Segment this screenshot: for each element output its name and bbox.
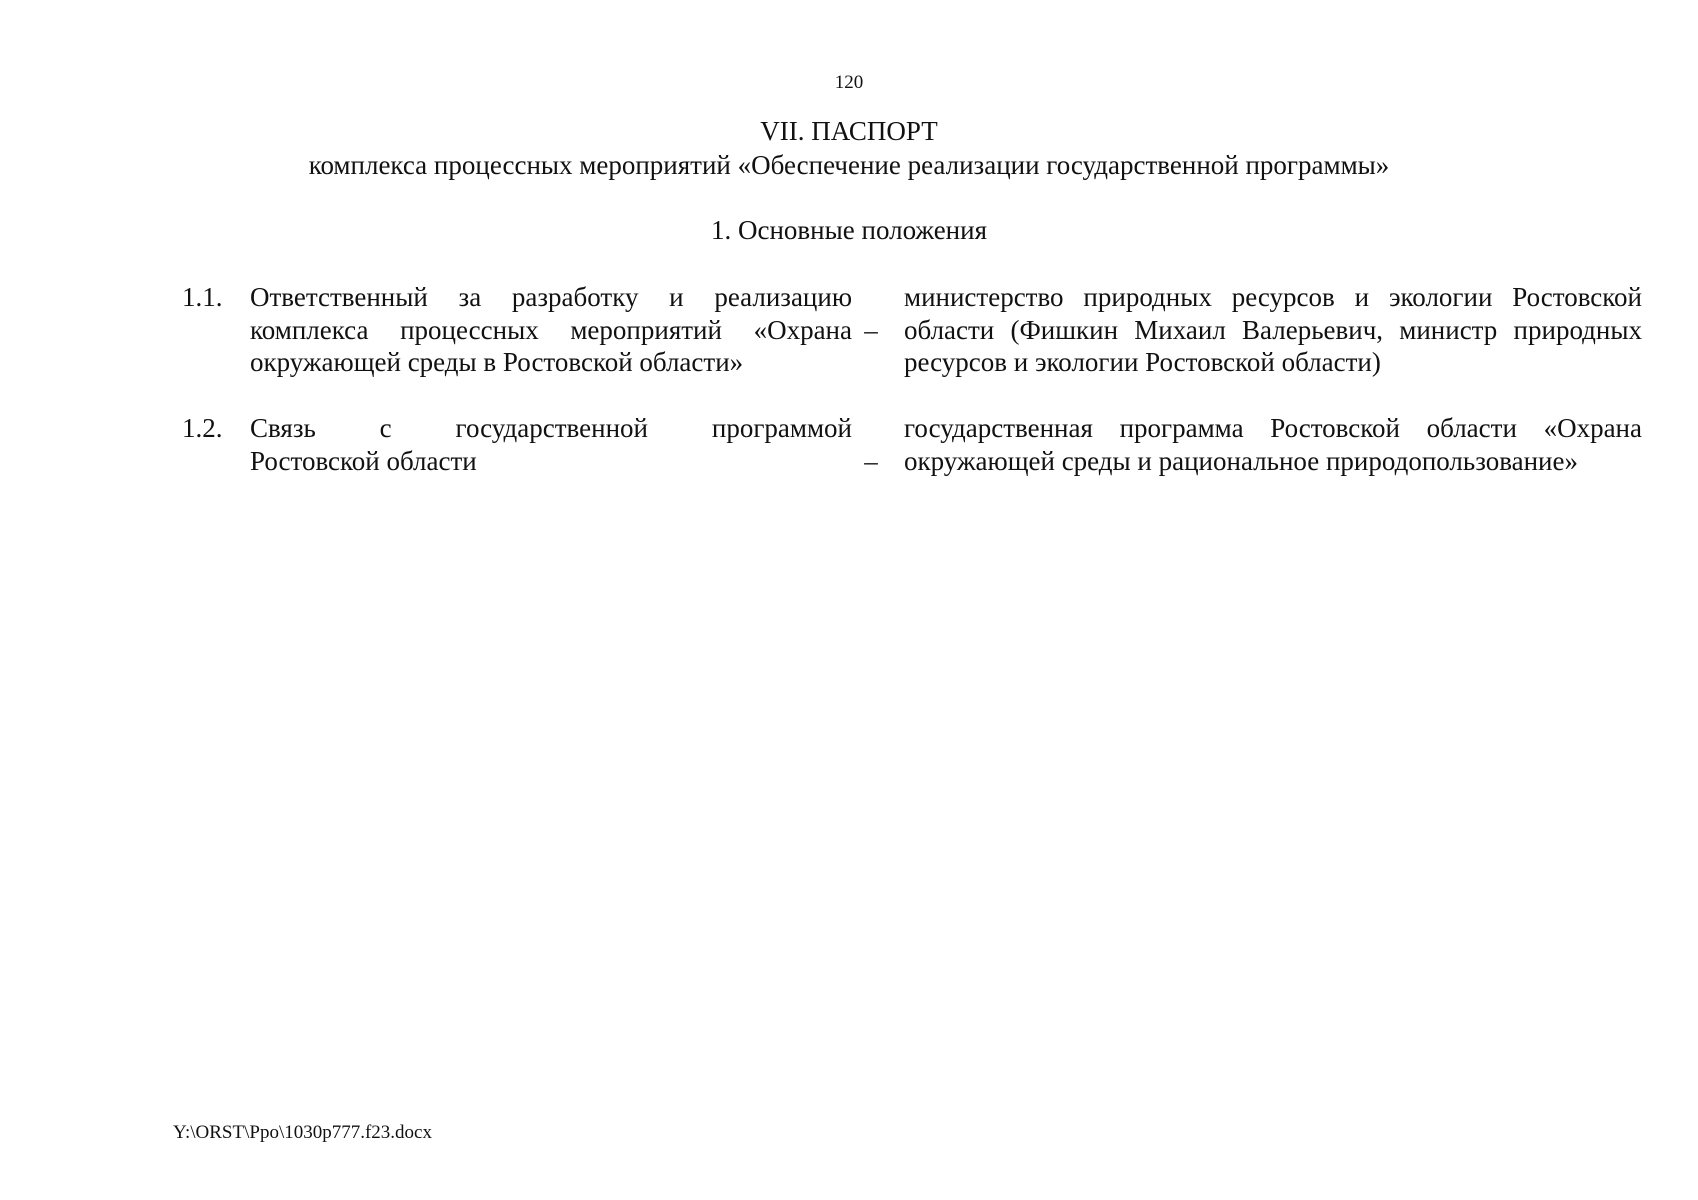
item-value: министерство природных ресурсов и экологии Ростовской области (Фишкин Михаил Валерьевич, министр природных ресурсов и экологии Ростовской области): [904, 282, 1642, 377]
footer-file-path: Y:\ORST\Ppo\1030p777.f23.docx: [173, 1122, 432, 1143]
section-title: VII. ПАСПОРТ: [760, 116, 938, 146]
item-value: [904, 412, 1642, 477]
item-label: Ответственный за разработку и реализацию комплекса процессных мероприятий «Охрана окружающей среды в Ростовской области»: [250, 282, 852, 377]
item-label-line-1: Связь с государственной программой: [250, 413, 852, 443]
section-subtitle: комплекса процессных мероприятий «Обеспечение реализации государственной программы»: [308, 150, 1390, 180]
page-number: 120: [834, 72, 864, 93]
item-number: 1.1.: [182, 282, 223, 312]
item-label: [250, 412, 852, 477]
subsection-heading: 1. Основные положения: [711, 215, 987, 245]
item-value-line-1: государственная программа Ростовской области «Охрана: [904, 413, 1642, 443]
item-dash: –: [864, 314, 878, 345]
item-number: 1.2.: [182, 413, 223, 443]
item-value-line-2: окружающей среды и рациональное природопользование»: [904, 445, 1578, 476]
item-label-line-2: Ростовской области: [250, 445, 477, 476]
item-dash: –: [864, 445, 878, 476]
